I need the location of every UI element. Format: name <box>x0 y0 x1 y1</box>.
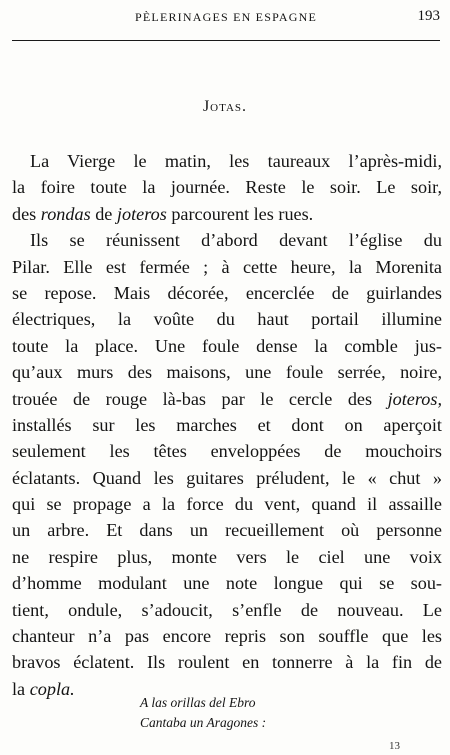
running-head <box>10 8 442 28</box>
text-segment: trouée de rouge là-bas par le cercle des <box>12 388 388 409</box>
verse-line: A las orillas del Ebro <box>140 695 256 710</box>
italic-term: joteros, <box>387 388 442 409</box>
text-segment: parcourent les rues. <box>166 203 314 224</box>
text-line <box>12 597 442 623</box>
text-segment: électriques, la voûte du haut portail illumine <box>12 309 442 330</box>
text-line <box>12 280 442 306</box>
text-segment: ne respire plus, monte vers le ciel une voix <box>12 546 442 567</box>
text-segment: toute la place. Une foule dense la comble jus- <box>12 335 442 356</box>
verse-quote <box>140 693 266 733</box>
text-segment: de <box>90 203 117 224</box>
text-line <box>12 465 442 491</box>
body-text <box>12 148 442 702</box>
text-line <box>12 544 442 570</box>
text-segment: éclatants. Quand les guitares préludent, le « chut » <box>12 467 442 488</box>
text-line <box>12 517 442 543</box>
text-segment: la foire toute la journée. Reste le soir. Le soir, <box>12 177 442 198</box>
italic-term: joteros <box>116 203 167 224</box>
text-segment: un arbre. Et dans un recueillement où personne <box>12 520 442 541</box>
italic-term: rondas <box>40 203 91 224</box>
text-line <box>12 254 442 280</box>
text-segment: la <box>12 678 30 699</box>
text-segment: bravos éclatent. Ils roulent en tonnerre à la fin de <box>12 652 442 673</box>
section-title: Jotas. <box>202 98 248 115</box>
text-segment: La Vierge le matin, les taureaux l’après-midi, <box>30 151 442 171</box>
header-rule <box>12 40 440 41</box>
text-line <box>12 359 442 385</box>
text-line <box>12 438 442 464</box>
text-line <box>12 201 442 227</box>
text-line <box>12 623 442 649</box>
page-number: 193 <box>417 8 440 24</box>
text-segment: seulement les têtes enveloppées de mouchoirs <box>12 441 442 462</box>
printer-signature: 13 <box>389 740 400 752</box>
text-line <box>12 306 442 332</box>
text-segment: installés sur les marches et dont on aperçoit <box>12 414 442 435</box>
text-segment: Pilar. Elle est fermée ; à cette heure, la Morenita <box>12 256 442 277</box>
italic-term: copla. <box>29 678 75 699</box>
text-segment: qui se propage a la force du vent, quand il assaille <box>12 494 442 515</box>
text-segment: tient, ondule, s’adoucit, s’enfle de nouveau. Le <box>12 599 442 620</box>
text-line <box>12 491 442 517</box>
text-line <box>12 386 442 412</box>
text-segment: chanteur n’a pas encore repris son souffle que les <box>12 626 442 647</box>
text-line <box>12 148 442 174</box>
text-line <box>12 333 442 359</box>
text-line <box>12 412 442 438</box>
text-line <box>12 649 442 675</box>
text-line <box>12 227 442 253</box>
verse-line: Cantaba un Aragones : <box>140 715 267 730</box>
text-segment: Ils se réunissent d’abord devant l’église du <box>30 230 442 251</box>
text-segment: d’homme modulant une note longue qui se sou- <box>12 573 442 594</box>
text-line <box>12 174 442 200</box>
running-title: PÈLERINAGES EN ESPAGNE <box>135 10 317 24</box>
text-segment: qu’aux murs des maisons, une foule serrée, noire, <box>12 362 442 383</box>
text-segment: se repose. Mais décorée, encerclée de guirlandes <box>12 282 442 303</box>
text-segment: des <box>12 203 41 224</box>
text-line <box>12 570 442 596</box>
